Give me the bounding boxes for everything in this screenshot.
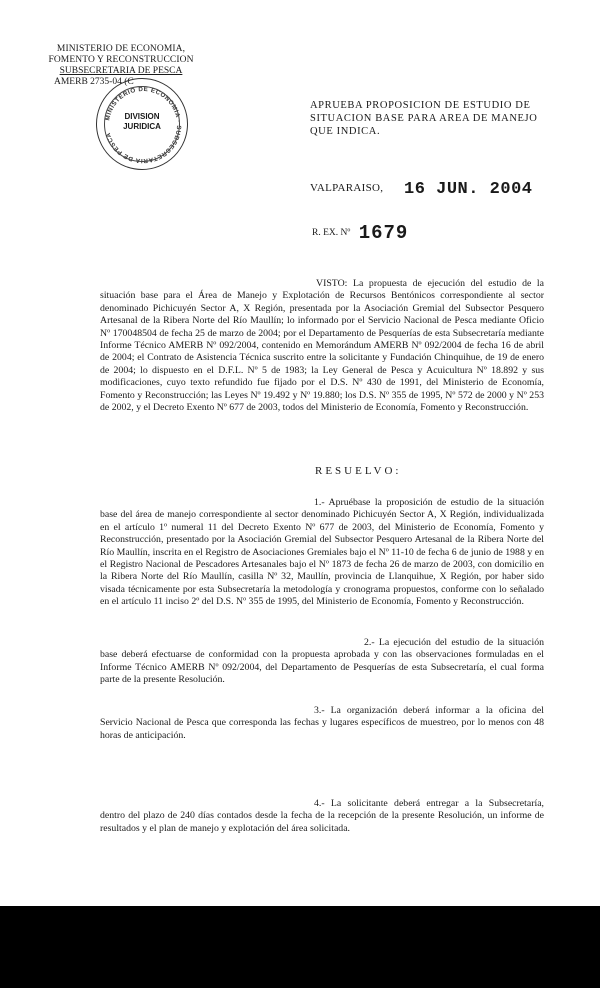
seal-center [97,112,187,132]
seal-center-line1: DIVISION [124,112,160,121]
resolution-number [312,219,409,244]
seal-ring-text: MINISTERIO DE ECONOMIA · SUBSECRETARIA DE PESCA [104,85,183,165]
svg-text:MINISTERIO DE ECONOMIA · SUBSE [104,86,182,164]
ministry-name: MINISTERIO DE ECONOMIA, [56,44,186,54]
file-reference: AMERB 2735-04 (C [54,77,134,87]
seal-ring-icon [97,79,189,171]
city-name: VALPARAISO, [310,182,384,194]
ministry-name-line2: FOMENTO Y RECONSTRUCCION [48,55,194,65]
resuelvo-heading: RESUELVO: [315,465,402,477]
article-4: 4.- La solicitante deberá entregar a la Subsecretaría, dentro del plazo de 240 días contados desde la fecha de la recepción de la presente Resolución, un informe de resultados y el plan de manejo y explotación del área solicitada. [100,798,544,834]
resolution-number-value: 1679 [358,222,409,244]
subsecretaria-name: SUBSECRETARIA DE PESCA [59,66,183,76]
seal-center-line2: JURIDICA [123,122,161,131]
date-stamp: 16 JUN. 2004 [404,180,533,199]
article-3: 3.- La organización deberá informar a la oficina del Servicio Nacional de Pesca que corresponda las fechas y lugares específicos de muestreo, por lo menos con 48 horas de anticipación. [100,705,544,741]
visto-paragraph: VISTO: La propuesta de ejecución del estudio de la situación base para el Área de Manejo y Explotación de Recursos Bentónicos correspondiente al sector denominado Pichicuyén Sector A, X Región, presentada por la Asociación Gremial del Subsector Pesquero Artesanal de la Ribera Norte del Río Maullín; lo informado por el Servicio Nacional de Pesca mediante Oficio Nº 170048504 de fecha 25 de marzo de 2004; por el Departamento de Pesquerías de esta Subsecretaría mediante Informe Técnico AMERB Nº 092/2004, contenido en Memorándum AMERB Nº 092/2004 de fecha 16 de abril de 2004; el Contrato de Asistencia Técnica suscrito entre la solicitante y Fundación Chinquihue, de 19 de enero de 2004; lo dispuesto en el D.F.L. Nº 5 de 1983; la Ley General de Pesca y Acuicultura Nº 18.892 y sus modificaciones, cuyo texto refundido fue fijado por el D.S. Nº 430 de 1991, del Ministerio de Economía, Fomento y Reconstrucción; las Leyes Nº 19.492 y Nº 19.880; los D.S. Nº 355 de 1995, Nº 572 de 2000 y Nº 253 de 2002, y el Decreto Exento Nº 677 de 2003, todos del Ministerio de Economía, Fomento y Reconstrucción. [100,278,544,414]
place-date [310,178,532,197]
article-2: 2.- La ejecución del estudio de la situación base deberá efectuarse de conformidad con la propuesta aprobada y con las observaciones formuladas en el Informe Técnico AMERB Nº 092/2004, del Departamento de Pesquerías de esta Subsecretaría, el cual forma parte de la presente Resolución. [100,637,544,686]
scan-black-band [0,906,600,988]
subject-line: APRUEBA PROPOSICION DE ESTUDIO DE SITUACION BASE PARA AREA DE MANEJO QUE INDICA. [310,100,538,137]
official-seal [96,78,188,170]
article-1: 1.- Apruébase la proposición de estudio de la situación base del área de manejo correspondiente al sector denominado Pichicuyén Sector A, X Región, individualizada en el artículo 1º numeral 11 del Decreto Exento Nº 677 de 2003, del Ministerio de Economía, Fomento y Reconstrucción, presentado por la Asociación Gremial del Subsector Pesquero Artesanal de la Ribera Norte del Río Maullín, inscrita en el Registro de Asociaciones Gremiales bajo el Nº 11-10 de fecha 6 de junio de 1988 y en el Registro Nacional de Pescadores Artesanales bajo el Nº 1873 de fecha 26 de marzo de 2003, con domicilio en la Ribera Norte del Río Maullín, casilla Nº 32, Maullín, provincia de Llanquihue, X Región, por haber sido visada técnicamente por esta Subsecretaría la metodología y cronograma propuestos, conforme con lo señalado en el artículo 11 inciso 2º del D.S. Nº 355 de 1995, del Ministerio de Economía, Fomento y Reconstrucción. [100,497,544,608]
resolution-label: R. EX. Nº [312,228,351,238]
